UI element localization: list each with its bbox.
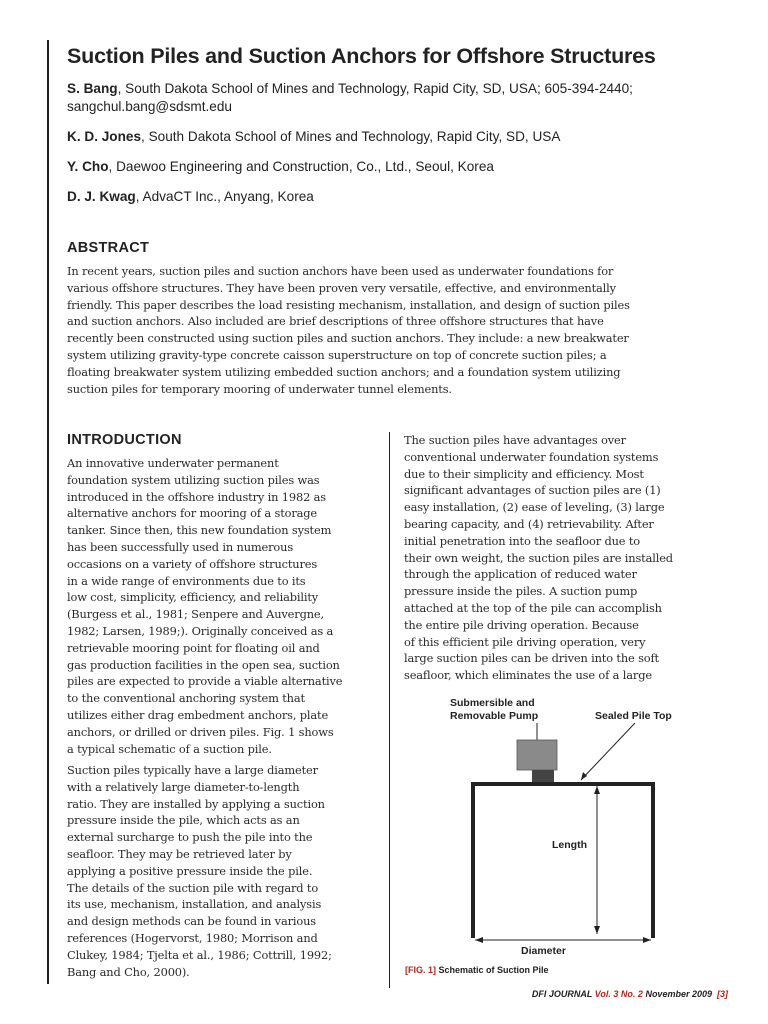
intro-line: conventional underwater foundation systems [404,449,659,464]
abstract-line: floating breakwater system utilizing embedded suction anchors; and a foundation system utilizing [67,364,621,379]
footer-volume: Vol. 3 No. 2 [592,989,643,999]
intro-line: retrievable mooring point for floating oil and [67,640,320,655]
intro-line: piles are expected to provide a viable alternative [67,674,343,689]
author-name: D. J. Kwag [67,189,136,204]
intro-paragraph-3 [404,432,749,684]
author-3 [67,158,747,176]
author-name: S. Bang [67,81,118,96]
footer-page-number: [3] [717,989,728,999]
intro-line: attached at the top of the pile can accomplish [404,600,662,615]
author-1 [67,80,747,116]
intro-line: The details of the suction pile with regard to [67,880,319,895]
intro-line: significant advantages of suction piles are (1) [404,483,661,498]
intro-line: The suction piles have advantages over [404,433,626,447]
intro-line: large suction piles can be driven into the soft [404,651,659,666]
length-arrow-top [594,786,600,794]
author-name: Y. Cho [67,159,109,174]
intro-line: An innovative underwater permanent [67,456,279,470]
intro-line: introduced in the offshore industry in 1982 as [67,489,327,504]
intro-paragraph-1 [67,455,382,757]
intro-line: low cost, simplicity, efficiency, and reliability [67,590,319,605]
label-pump-line2: Removable Pump [450,710,539,722]
intro-line: and design methods can be found in various [67,914,316,929]
intro-line: pressure inside the pile, which acts as an [67,813,300,828]
label-sealed-top: Sealed Pile Top [595,710,672,722]
footer-date: November 2009 [642,989,712,999]
intro-line: utilizes either drag embedment anchors, plate [67,707,329,722]
abstract-line: recently been constructed using suction piles and suction anchors. They include: a new breakwater [67,331,629,346]
intro-line: foundation system utilizing suction piles was [67,472,320,487]
label-diameter: Diameter [521,945,566,956]
intro-paragraph-2 [67,762,382,980]
intro-line: in a wide range of environments due to its [67,573,306,588]
abstract-line: system utilizing gravity-type concrete caisson superstructure on top of concrete suction piles; a [67,347,607,362]
abstract-line: In recent years, suction piles and suction anchors have been used as underwater foundations for [67,264,614,278]
intro-line: anchors, or drilled or driven piles. Fig. 1 shows [67,724,334,739]
introduction-heading: INTRODUCTION [67,432,182,448]
intro-line: tanker. Since then, this new foundation system [67,523,332,538]
abstract-heading: ABSTRACT [67,240,150,256]
author-2 [67,128,747,146]
figure-caption [405,965,549,975]
intro-line: pressure inside the piles. A suction pump [404,584,638,599]
footer-journal: DFI JOURNAL [531,989,593,999]
label-length: Length [552,839,587,851]
intro-line: bearing capacity, and (4) retrievability. After [404,516,654,531]
figure-caption-text: Schematic of Suction Pile [436,965,549,975]
intro-line: external surcharge to push the pile into the [67,830,313,845]
intro-line: has been successfully used in numerous [67,539,294,554]
label-pump-line1: Submersible and [450,697,535,709]
column-divider [389,432,390,988]
intro-line: alternative anchors for mooring of a storage [67,506,318,521]
suction-pile-schematic [405,690,745,956]
pile-outline [473,784,653,938]
intro-line: with a relatively large diameter-to-length [67,779,300,794]
author-affiliation: , AdvaCT Inc., Anyang, Korea [135,189,314,204]
intro-line: through the application of reduced water [404,567,637,582]
author-affiliation: , South Dakota School of Mines and Technology, Rapid City, SD, USA; 605-394-2440; [117,81,633,96]
intro-line: references (Hogervorst, 1980; Morrison and [67,930,318,945]
intro-line: Clukey, 1984; Tjelta et al., 1986; Cottrill, 1992; [67,947,332,962]
author-4 [67,188,747,206]
author-email: sangchul.bang@sdsmt.edu [67,99,232,114]
intro-line: a typical schematic of a suction pile. [67,741,272,756]
intro-line: seafloor. They may be retrieved later by [67,846,292,861]
intro-line: (Burgess et al., 1981; Senpere and Auvergne, [67,607,324,622]
diameter-arrow-left [475,937,483,943]
intro-line: their own weight, the suction piles are installed [404,550,673,565]
pump-connector [532,770,554,782]
intro-line: seafloor, which eliminates the use of a large [404,668,652,683]
author-affiliation: , Daewoo Engineering and Construction, Co., Ltd., Seoul, Korea [108,159,494,174]
intro-line: ratio. They are installed by applying a suction [67,796,325,811]
intro-line: due to their simplicity and efficiency. Most [404,466,644,481]
intro-line: of this efficient pile driving operation, very [404,634,646,649]
figure-caption-tag: [FIG. 1] [405,965,436,975]
abstract-line: various offshore structures. They have been proven very versatile, effective, and environmentally [67,280,616,295]
left-margin-rule [47,40,49,984]
intro-line: to the conventional anchoring system that [67,691,305,706]
paper-title: Suction Piles and Suction Anchors for Offshore Structures [67,44,656,68]
intro-line: gas production facilities in the open sea, suction [67,657,340,672]
top-leader-line [581,723,635,780]
intro-line: occasions on a variety of offshore structures [67,556,318,571]
intro-line: the entire pile driving operation. Because [404,617,639,632]
pump-body [517,740,557,770]
abstract-line: friendly. This paper describes the load resisting mechanism, installation, and design of suction piles [67,297,630,312]
author-name: K. D. Jones [67,129,142,144]
diameter-arrow-right [643,937,651,943]
intro-line: initial penetration into the seafloor due to [404,533,641,548]
intro-line: Suction piles typically have a large diameter [67,763,318,777]
abstract-line: suction piles for temporary mooring of underwater tunnel elements. [67,381,452,396]
intro-line: its use, mechanism, installation, and analysis [67,897,322,912]
top-leader-arrow [581,772,587,780]
intro-line: 1982; Larsen, 1989;). Originally conceived as a [67,623,334,638]
abstract-body [67,263,757,397]
intro-line: applying a positive pressure inside the pile. [67,863,313,878]
intro-line: easy installation, (2) ease of leveling, (3) large [404,500,665,515]
length-arrow-bottom [594,926,600,934]
author-affiliation: , South Dakota School of Mines and Technology, Rapid City, SD, USA [141,129,561,144]
abstract-line: and suction anchors. Also included are brief descriptions of three offshore structures that have [67,314,604,329]
intro-line: Bang and Cho, 2000). [67,964,190,979]
page-footer [532,989,728,999]
